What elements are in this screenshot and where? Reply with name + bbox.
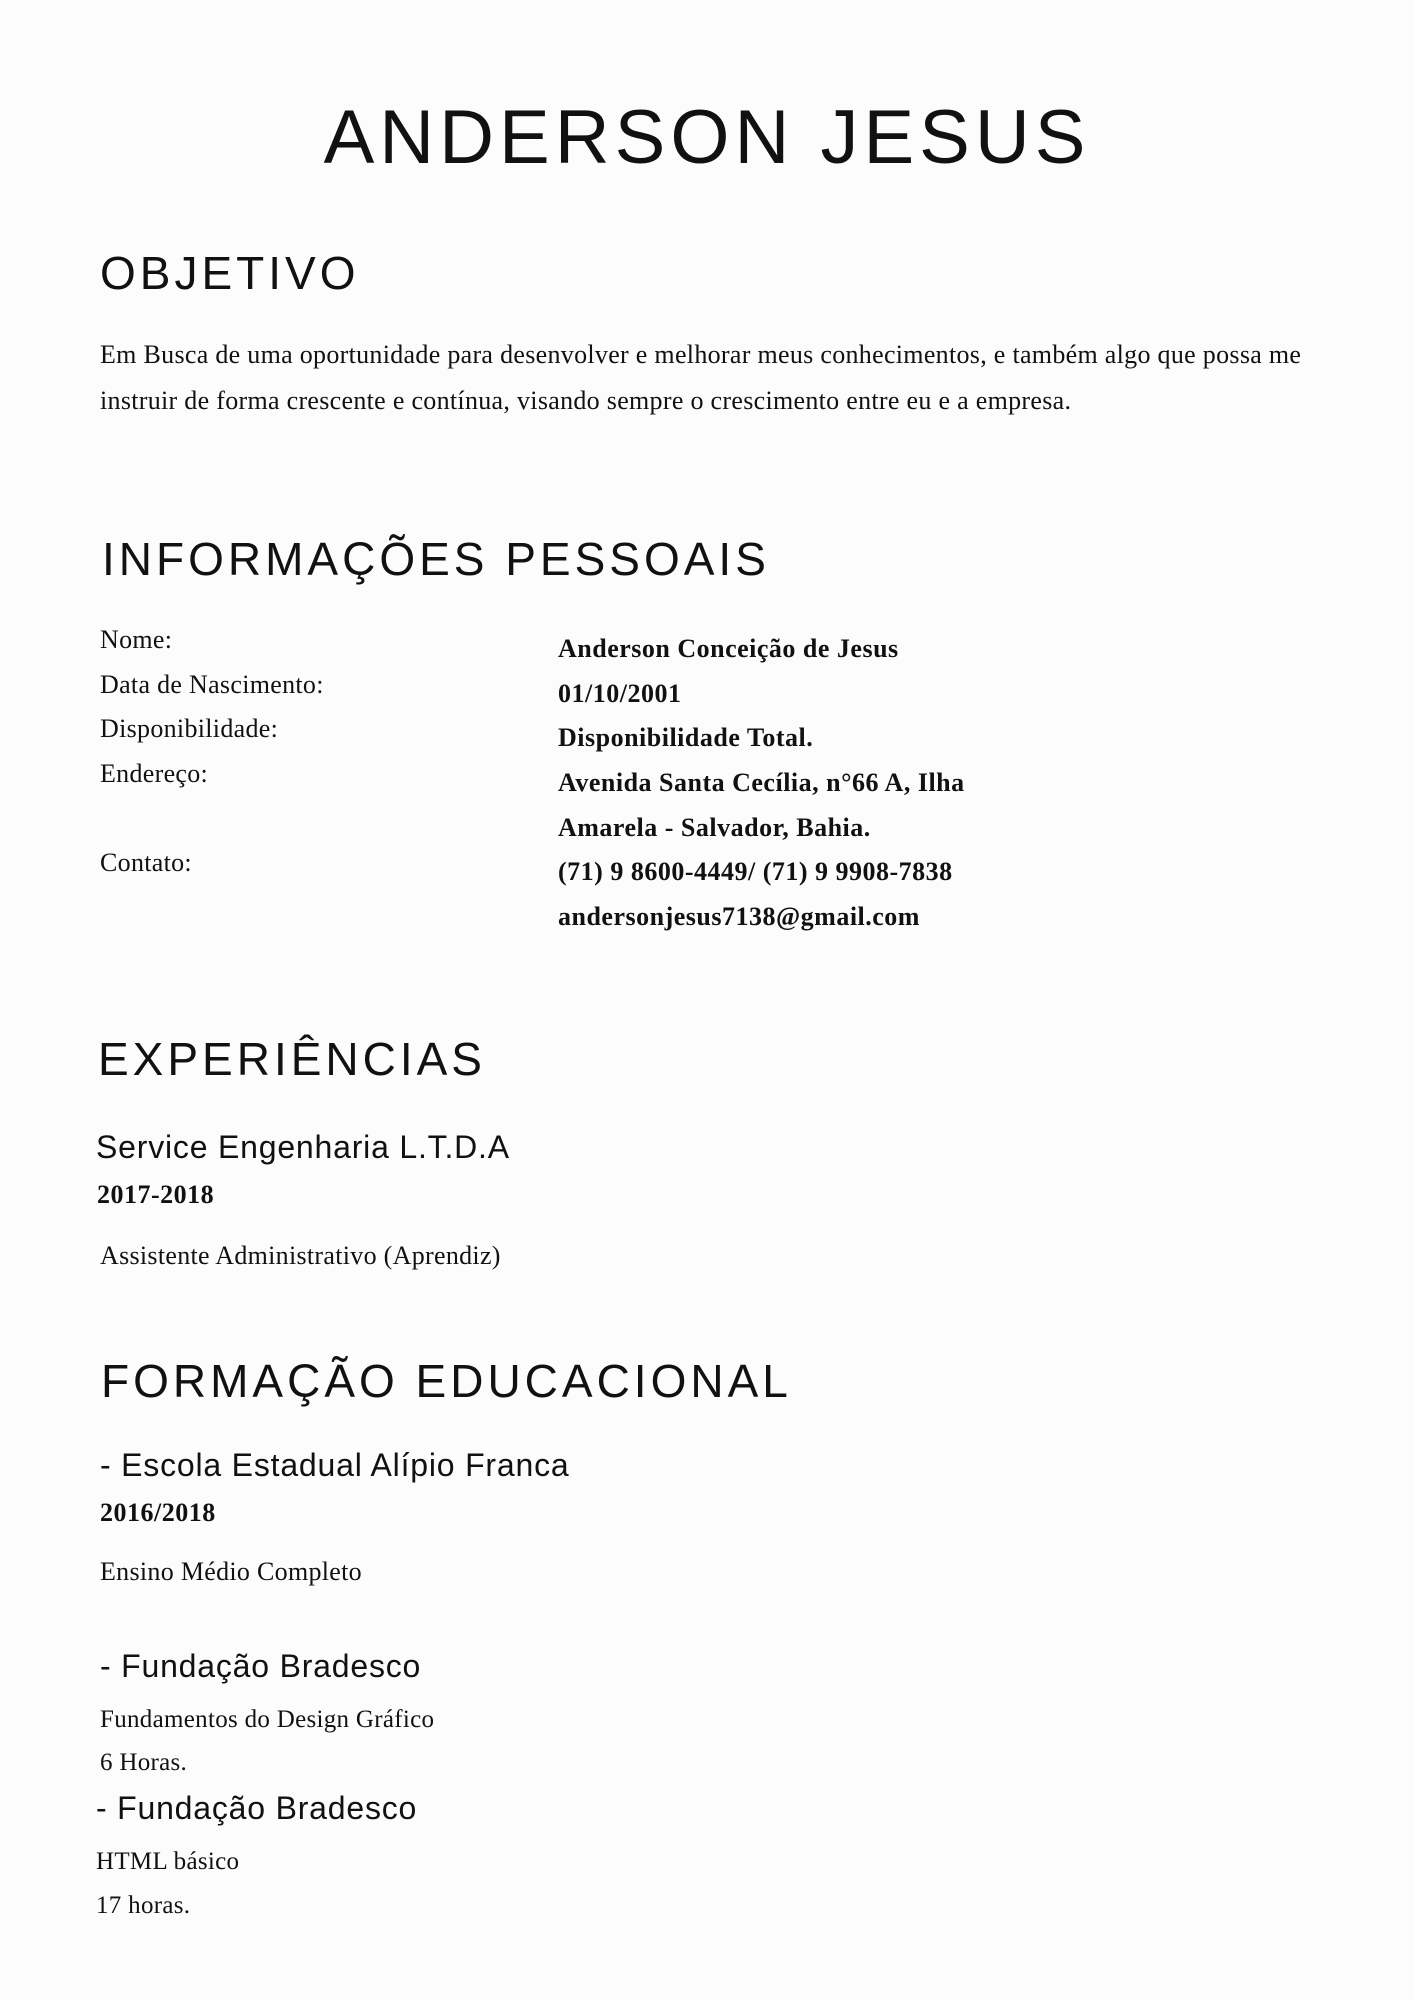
value-email: andersonjesus7138@gmail.com: [558, 902, 920, 931]
resume-name: ANDERSON JESUS: [323, 95, 1091, 180]
experience-role: Assistente Administrativo (Aprendiz): [100, 1241, 501, 1270]
section-title-objective: OBJETIVO: [100, 247, 360, 299]
value-birth-date: 01/10/2001: [558, 679, 682, 708]
education-institution: - Fundação Bradesco: [100, 1648, 422, 1684]
label-address: Endereço:: [100, 759, 209, 788]
education-institution: - Fundação Bradesco: [96, 1790, 418, 1826]
education-hours: 17 horas.: [96, 1892, 191, 1919]
education-course: HTML básico: [96, 1848, 240, 1875]
education-course: Fundamentos do Design Gráfico: [100, 1706, 435, 1733]
section-title-education: FORMAÇÃO EDUCACIONAL: [101, 1355, 792, 1407]
education-hours: 6 Horas.: [100, 1749, 188, 1776]
value-name: Anderson Conceição de Jesus: [558, 634, 899, 663]
label-name: Nome:: [100, 625, 173, 654]
education-course: Ensino Médio Completo: [100, 1557, 362, 1586]
education-period: 2016/2018: [100, 1498, 216, 1527]
label-availability: Disponibilidade:: [100, 714, 279, 743]
education-institution: - Escola Estadual Alípio Franca: [100, 1447, 570, 1483]
value-address-line1: Avenida Santa Cecília, n°66 A, Ilha: [558, 768, 965, 797]
section-title-experience: EXPERIÊNCIAS: [98, 1033, 486, 1085]
experience-period: 2017-2018: [97, 1180, 215, 1209]
value-availability: Disponibilidade Total.: [558, 723, 814, 752]
objective-text: Em Busca de uma oportunidade para desenvolver e melhorar meus conhecimentos, e também algo que possa me instruir de forma crescente e contínua, visando sempre o crescimento entre eu e a empresa.: [100, 340, 1302, 415]
section-title-personal-info: INFORMAÇÕES PESSOAIS: [102, 533, 770, 585]
label-contact: Contato:: [100, 848, 192, 877]
value-phone: (71) 9 8600-4449/ (71) 9 9908-7838: [558, 857, 953, 886]
label-birth-date: Data de Nascimento:: [100, 670, 324, 699]
value-address-line2: Amarela - Salvador, Bahia.: [558, 813, 871, 842]
experience-company: Service Engenharia L.T.D.A: [96, 1129, 510, 1165]
